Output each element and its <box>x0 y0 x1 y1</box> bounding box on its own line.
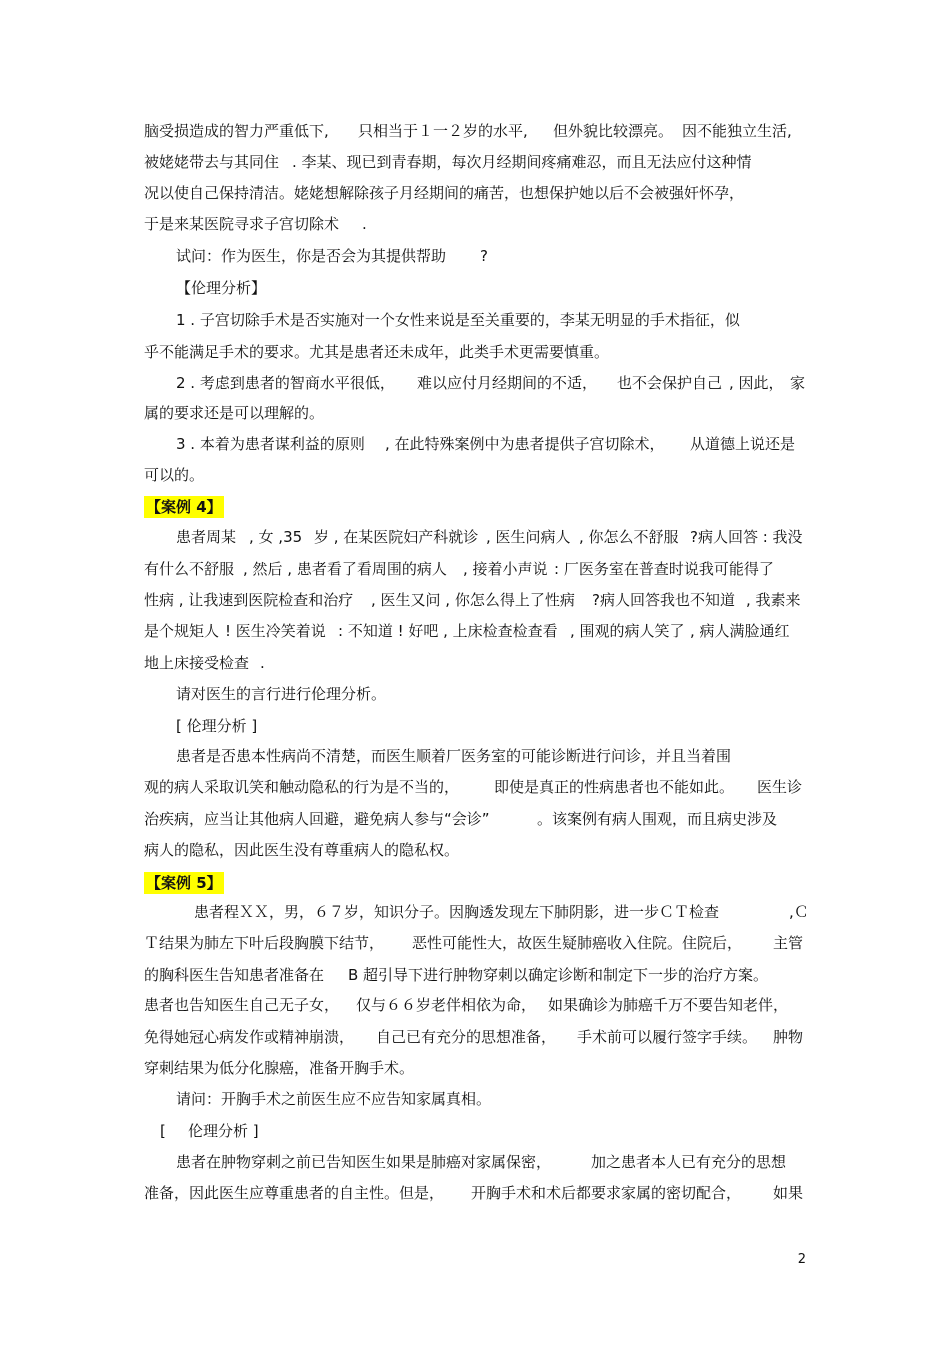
text-segment: 被姥姥带去与其同住 <box>144 153 280 171</box>
case-label-4: 【案例 4】 <box>146 498 222 516</box>
text-segment: 免得她冠心病发作或精神崩溃， <box>144 1028 355 1046</box>
text-segment: 有什么不舒服 <box>144 560 235 578</box>
text-segment: 可以的。 <box>144 466 205 484</box>
text-segment: 只相当于１一２岁的水平, <box>358 122 528 140</box>
text-segment: 主管 <box>773 934 804 952</box>
text-segment: ! 医生冷笑着说 <box>225 622 326 640</box>
text-segment: . 李某、现已到青春期，每次月经期间疼痛难忍，而且无法应付这种情 <box>292 153 752 171</box>
text-segment: ,Ｃ <box>789 903 809 921</box>
text-segment: 病人的隐私，因此医生没有尊重病人的隐私权。 <box>144 841 460 859</box>
text-segment: , 然后 , 患者看了看周围的病人 <box>243 560 447 578</box>
text-segment: 加之患者本人已有充分的思想 <box>591 1153 787 1171</box>
text-segment: 1 . 子宫切除手术是否实施对一个女性来说是至关重要的，李某无明显的手术指征，似 <box>176 311 740 329</box>
text-segment: 手术前可以履行签字手续。 <box>577 1028 758 1046</box>
text-segment: 【伦理分析】 <box>176 279 267 297</box>
text-segment: , 我素来 <box>746 591 801 609</box>
text-segment: 性病 , 让我速到医院检查和治疗 <box>144 591 354 609</box>
text-segment: 地上床接受检查 <box>144 654 250 672</box>
text-segment: 仅与６６岁老伴相依为命， <box>356 996 537 1014</box>
text-segment: 试问：作为医生，你是否会为其提供帮助 <box>176 247 447 265</box>
text-segment: 因不能独立生活, <box>682 122 792 140</box>
text-segment: . <box>260 654 265 672</box>
text-segment: , 在此特殊案例中为患者提供子宫切除术， <box>385 435 665 453</box>
page-number: 2 <box>797 1252 806 1267</box>
text-segment: 准备，因此医生应尊重患者的自主性。但是， <box>144 1184 445 1202</box>
text-segment: 乎不能满足手术的要求。尤其是患者还未成年，此类手术更需要慎重。 <box>144 343 610 361</box>
text-segment: ?病人回答 : 我没 <box>690 528 803 546</box>
text-segment: 恶性可能性大，故医生疑肺癌收入住院。住院后， <box>412 934 743 952</box>
text-segment: , 医生又问 , 你怎么得上了性病 <box>371 591 575 609</box>
text-segment: 治疾病，应当让其他病人回避，避免病人参与“会诊” <box>144 810 490 828</box>
text-segment: [ <box>160 1122 166 1140</box>
text-segment: 观的病人采取讥笑和触动隐私的行为是不当的， <box>144 778 460 796</box>
text-segment: 。该案例有病人围观，而且病史涉及 <box>537 810 778 828</box>
text-segment: , 接着小声说 <box>463 560 548 578</box>
text-segment: 于是来某医院寻求子宫切除术 <box>144 215 340 233</box>
text-segment: 是个规矩人 <box>144 622 220 640</box>
text-segment: 患者程ＸＸ，男，６７岁，知识分子。因胸透发现左下肺阴影，进一步ＣＴ检查 <box>194 903 720 921</box>
text-segment: 的胸科医生告知患者准备在 <box>144 966 325 984</box>
text-segment: 家 <box>790 374 806 392</box>
text-segment: ? <box>480 247 488 265</box>
text-segment: : 厂医务室在普查时说我可能得了 <box>554 560 774 578</box>
text-segment: 从道德上说还是 <box>690 435 796 453</box>
text-segment: [ 伦理分析 ] <box>176 717 258 735</box>
text-segment: 属的要求还是可以理解的。 <box>144 404 325 422</box>
text-segment: 脑受损造成的智力严重低下, <box>144 122 329 140</box>
text-segment: 2 . 考虑到患者的智商水平很低， <box>176 374 395 392</box>
text-segment: : 不知道 ! 好吧 , 上床检查检查看 <box>338 622 558 640</box>
text-segment: , 你怎么不舒服 <box>579 528 679 546</box>
text-segment: , 医生问病人 <box>486 528 571 546</box>
text-segment: 请对医生的言行进行伦理分析。 <box>176 685 387 703</box>
text-segment: 也不会保护自己 <box>617 374 723 392</box>
text-segment: Ｔ结果为肺左下叶后段胸膜下结节， <box>144 934 385 952</box>
text-segment: B 超引导下进行肿物穿刺以确定诊断和制定下一步的治疗方案。 <box>348 966 769 984</box>
text-segment: 自己已有充分的思想准备， <box>376 1028 557 1046</box>
text-segment: . <box>362 215 367 233</box>
text-segment: , 女 ,35 <box>249 528 303 546</box>
text-segment: 患者周某 <box>176 528 237 546</box>
text-segment: 伦理分析 ] <box>188 1122 259 1140</box>
text-segment: 3 . 本着为患者谋利益的原则 <box>176 435 365 453</box>
text-segment: , 病人满脸通红 <box>690 622 790 640</box>
text-segment: 但外貌比较漂亮。 <box>553 122 674 140</box>
case-label-5: 【案例 5】 <box>146 874 222 892</box>
text-segment: ?病人回答我也不知道 <box>592 591 735 609</box>
text-segment: 况以使自己保持清洁。姥姥想解除孩子月经期间的痛苦，也想保护她以后不会被强奸怀孕， <box>144 184 745 202</box>
text-segment: 肿物 <box>773 1028 804 1046</box>
text-segment: 请问：开胸手术之前医生应不应告知家属真相。 <box>176 1090 492 1108</box>
text-segment: 即使是真正的性病患者也不能如此。 <box>494 778 735 796</box>
text-segment: 穿刺结果为低分化腺癌，准备开胸手术。 <box>144 1059 415 1077</box>
text-segment: 开胸手术和术后都要求家属的密切配合， <box>471 1184 742 1202</box>
text-segment: 如果 <box>773 1184 804 1202</box>
text-segment: 患者也告知医生自己无子女， <box>144 996 340 1014</box>
text-segment: , 围观的病人笑了 <box>570 622 685 640</box>
text-segment: 医生诊 <box>757 778 803 796</box>
text-segment: 难以应付月经期间的不适， <box>417 374 598 392</box>
text-segment: 如果确诊为肺癌千万不要告知老伴， <box>548 996 789 1014</box>
text-segment: , 因此， <box>729 374 784 392</box>
text-segment: 患者是否患本性病尚不清楚，而医生顺着厂医务室的可能诊断进行问诊，并且当着围 <box>176 747 732 765</box>
text-segment: 岁 , 在某医院妇产科就诊 <box>314 528 479 546</box>
text-segment: 患者在肿物穿刺之前已告知医生如果是肺癌对家属保密， <box>176 1153 552 1171</box>
